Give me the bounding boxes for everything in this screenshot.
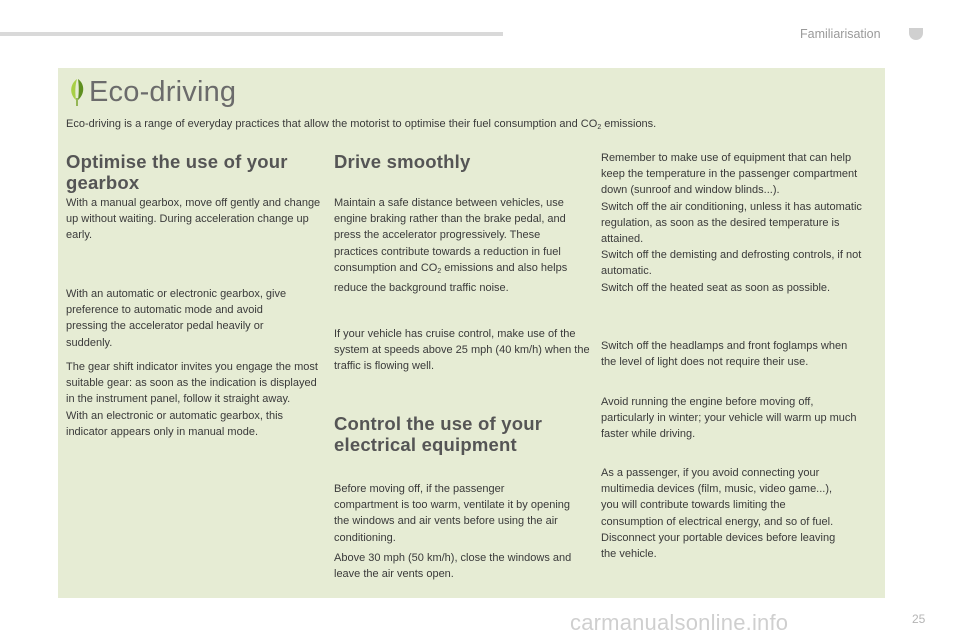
watermark: carmanualsonline.info bbox=[570, 610, 789, 635]
paragraph-cruise-control: If your vehicle has cruise control, make use of the system at speeds above 25 mph (40 km/h) when the traffic is flowing well. bbox=[334, 328, 590, 373]
paragraph-engine-warmup: Avoid running the engine before moving off, particularly in winter; your vehicle will warm up much faster while driving. bbox=[601, 396, 857, 441]
paragraph-headlamps: Switch off the headlamps and front foglamps when the level of light does not require their use. bbox=[601, 340, 848, 369]
page-corner-tab bbox=[909, 28, 923, 40]
leaf-icon bbox=[66, 78, 88, 108]
intro-text: Eco-driving is a range of everyday practices that allow the motorist to optimise their fuel consumption and $CO_2$ emissions. bbox=[66, 118, 657, 131]
paragraph-gear-shift-indicator: The gear shift indicator invites you engage the most suitable gear: as soon as the indication is displayed in the instrument panel, follow it straight away. With an electronic or automatic gearbox, this indicator appears only in manual mode. bbox=[66, 361, 318, 438]
paragraph-before-moving-off: Before moving off, if the passenger compartment is too warm, ventilate it by opening the windows and air vents before using the air conditioning. bbox=[334, 483, 571, 544]
paragraph-safe-distance: Maintain a safe distance between vehicles, use engine braking rather than the brake pedal, and press the accelerator progressively. These practices contribute towards a reduction in fuel consumption and $CO_2$ emissions and also helps reduce the background traffic noise. bbox=[334, 197, 568, 295]
paragraph-temperature-equipment: Remember to make use of equipment that can help keep the temperature in the passenger compartment down (sunroof and window blinds...). Switch off the air conditioning, unless it has automatic regulation, as soon as the desired temperature is attained. Switch off the demisting and defrosting controls, if not automatic. Switch off the heated seat as soon as possible. bbox=[601, 152, 862, 294]
paragraph-multimedia-devices: As a passenger, if you avoid connecting your multimedia devices (film, music, video game...), you will contribute towards limiting the consumption of electrical energy, and so of fuel. Disconnect your portable devices before leaving the vehicle. bbox=[601, 467, 836, 561]
paragraph-manual-gearbox: With a manual gearbox, move off gently and change up without waiting. During acceleration change up early. bbox=[66, 197, 321, 242]
heading-electrical-equipment: Control the use of your electrical equipment bbox=[334, 413, 543, 455]
heading-gearbox: Optimise the use of your gearbox bbox=[66, 151, 288, 193]
page-number: 25 bbox=[912, 612, 926, 626]
paragraph-above-30mph: Above 30 mph (50 km/h), close the windows and leave the air vents open. bbox=[334, 552, 572, 581]
page-title: Eco-driving bbox=[89, 76, 237, 108]
header-bar bbox=[0, 32, 503, 36]
paragraph-automatic-gearbox: With an automatic or electronic gearbox, give preference to automatic mode and avoid pressing the accelerator pedal heavily or suddenly. bbox=[66, 288, 287, 349]
section-label: Familiarisation bbox=[800, 27, 881, 41]
heading-drive-smoothly: Drive smoothly bbox=[334, 151, 471, 172]
